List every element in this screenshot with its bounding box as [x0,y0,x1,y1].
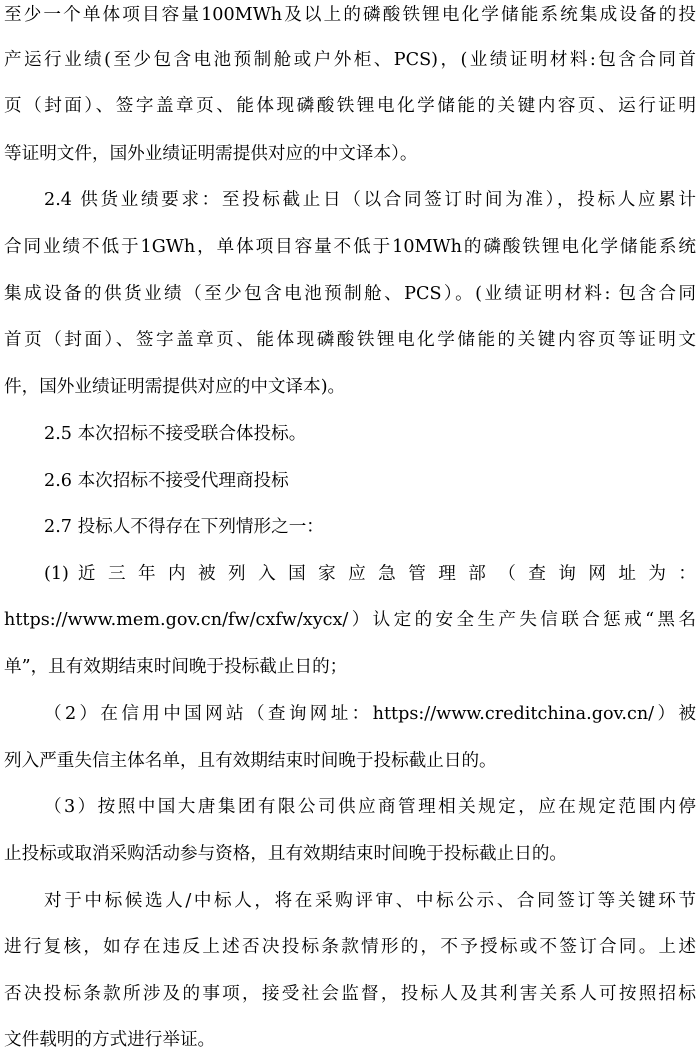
text-line: 列入严重失信主体名单，且有效期结束时间晚于投标截止日的。 [4,751,497,771]
text-line: 2.5 本次招标不接受联合体投标。 [44,424,307,444]
text-line: 页（封面）、签字盖章页、能体现磷酸铁锂电化学储能的关键内容页、运行证明 [4,96,696,116]
text-line: 产运行业绩(至少包含电池预制舱或户外柜、PCS)，(业绩证明材料:包含合同首 [4,50,696,70]
text-line: 首页（封面）、签字盖章页、能体现磷酸铁锂电化学储能的关键内容页等证明文 [4,330,696,350]
text-line: 对于中标候选人/中标人，将在采购评审、中标公示、合同签订等关键环节 [44,891,696,911]
text-line: 否决投标条款所涉及的事项，接受社会监督，投标人及其利害关系人可按照招标 [4,984,696,1004]
text-line: 单”，且有效期结束时间晚于投标截止日的； [4,657,348,677]
text-line: 止投标或取消采购活动参与资格，且有效期结束时间晚于投标截止日的。 [4,844,568,864]
text-line: 至少一个单体项目容量100MWh及以上的磷酸铁锂电化学储能系统集成设备的投 [4,5,696,25]
text-line: （3）按照中国大唐集团有限公司供应商管理相关规定，应在规定范围内停 [44,797,696,817]
text-line: 2.6 本次招标不接受代理商投标 [44,471,289,491]
text-line: (1) 近 三 年 内 被 列 入 国 家 应 急 管 理 部 （ 查 询 网 址 为 ： [44,564,696,584]
text-line: 进行复核，如存在违反上述否决投标条款情形的，不予授标或不签订合同。上述 [4,937,696,957]
text-line: 集成设备的供货业绩（至少包含电池预制舱、PCS）。(业绩证明材料: 包含合同 [4,284,696,304]
text-line: https://www.mem.gov.cn/fw/cxfw/xycx/）认定的安全生产失信联合惩戒“黑名 [4,610,696,630]
text-line: 等证明文件，国外业绩证明需提供对应的中文译本）。 [4,144,418,164]
text-line: 2.7 投标人不得存在下列情形之一： [44,517,324,537]
text-line: （2）在信用中国网站（查询网址：https://www.creditchina.gov.cn/）被 [44,704,696,724]
text-line: 件，国外业绩证明需提供对应的中文译本)。 [4,377,346,397]
text-line: 文件载明的方式进行举证。 [4,1030,216,1050]
text-line: 合同业绩不低于1GWh，单体项目容量不低于10MWh的磷酸铁锂电化学储能系统 [4,237,696,257]
text-line: 2.4 供货业绩要求：至投标截止日（以合同签订时间为准），投标人应累计 [44,190,696,210]
